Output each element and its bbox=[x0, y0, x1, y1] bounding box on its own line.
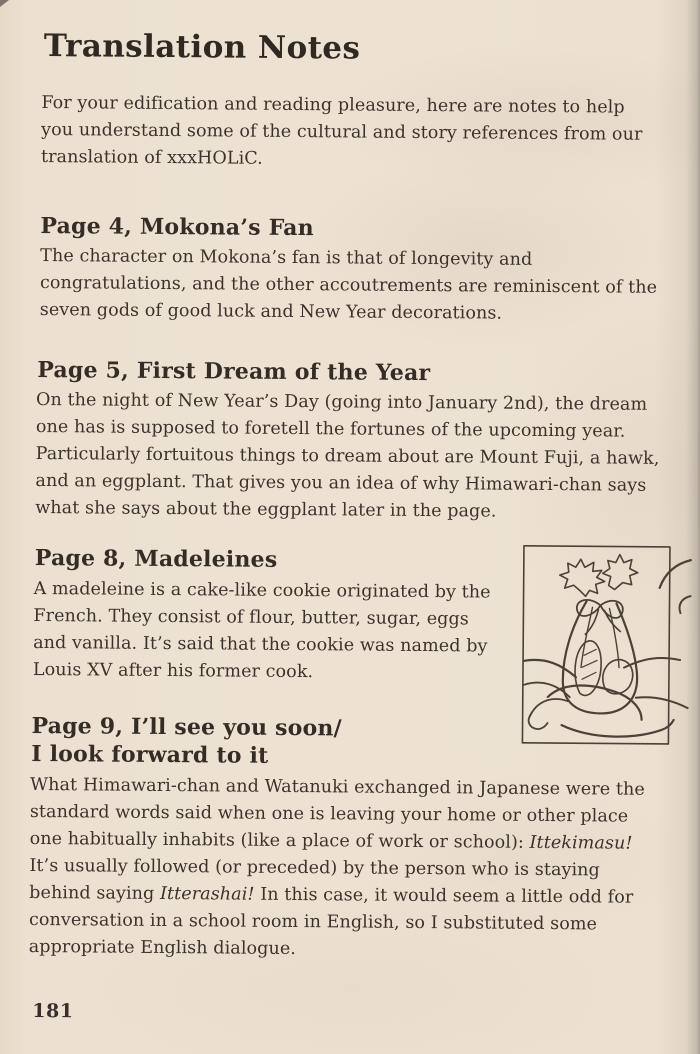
text-line: What Himawari-chan and Watanuki exchanged in Japanese were the bbox=[29, 774, 645, 800]
text-line: Louis XV after his former cook. bbox=[32, 659, 314, 683]
text-line: what she says about the eggplant later in the page. bbox=[35, 497, 497, 522]
text-line: seven gods of good luck and New Year decorations. bbox=[39, 300, 503, 324]
text-line: The character on Mokona’s fan is that of longevity and bbox=[40, 246, 533, 270]
section-body-page9 bbox=[29, 772, 645, 966]
text-line: A madeleine is a cake-like cookie originated by the bbox=[33, 578, 491, 603]
section-heading-page9 bbox=[31, 712, 342, 770]
page-title: Translation Notes bbox=[43, 28, 361, 67]
section-heading-page5: Page 5, First Dream of the Year bbox=[37, 356, 431, 387]
text-line: conversation in a school room in English, so I substituted some bbox=[28, 909, 598, 935]
text-line: one has is supposed to foretell the fortunes of the upcoming year. bbox=[35, 416, 626, 442]
text-segment: In this case, it would seem a little odd for bbox=[254, 884, 634, 908]
text-line: appropriate English dialogue. bbox=[28, 936, 297, 960]
text-line: you understand some of the cultural and story references from our bbox=[41, 120, 643, 145]
text-line: Particularly fortuitous things to dream about are Mount Fuji, a hawk, bbox=[35, 443, 660, 469]
text-line: translation of xxxHOLiC. bbox=[40, 147, 263, 169]
heading-line: Page 9, I’ll see you soon/ bbox=[31, 712, 342, 742]
section-body-page4 bbox=[40, 243, 658, 329]
section-heading-page8: Page 8, Madeleines bbox=[34, 544, 278, 573]
heading-line: I look forward to it bbox=[31, 740, 269, 769]
section-body-page8 bbox=[33, 576, 491, 688]
section-heading-page4: Page 4, Mokona’s Fan bbox=[40, 213, 314, 242]
italic-japanese-phrase: Itterashai! bbox=[159, 883, 255, 905]
text-line: It’s usually followed (or preceded) by the person who is staying bbox=[29, 855, 600, 881]
text-line: For your edification and reading pleasure, here are notes to help bbox=[41, 93, 625, 118]
text-line: and vanilla. It’s said that the cookie was named by bbox=[33, 632, 488, 657]
text-line: On the night of New Year’s Day (going into January 2nd), the dream bbox=[36, 389, 648, 415]
text-line: congratulations, and the other accoutrements are reminiscent of the bbox=[39, 273, 658, 298]
text-segment: one habitually inhabits (like a place of work or school): bbox=[29, 828, 530, 853]
text-line: and an eggplant. That gives you an idea of why Himawari-chan says bbox=[35, 470, 647, 496]
section-body-page5 bbox=[35, 387, 660, 527]
intro-paragraph bbox=[41, 90, 643, 176]
text-line: standard words said when one is leaving your home or other place bbox=[29, 801, 629, 827]
text-line: French. They consist of flour, butter, sugar, eggs bbox=[33, 605, 469, 630]
italic-japanese-phrase: Ittekimasu! bbox=[529, 832, 633, 854]
page-number: 181 bbox=[32, 999, 74, 1023]
madeleines-illustration bbox=[521, 545, 671, 746]
text-segment: behind saying bbox=[29, 882, 161, 904]
